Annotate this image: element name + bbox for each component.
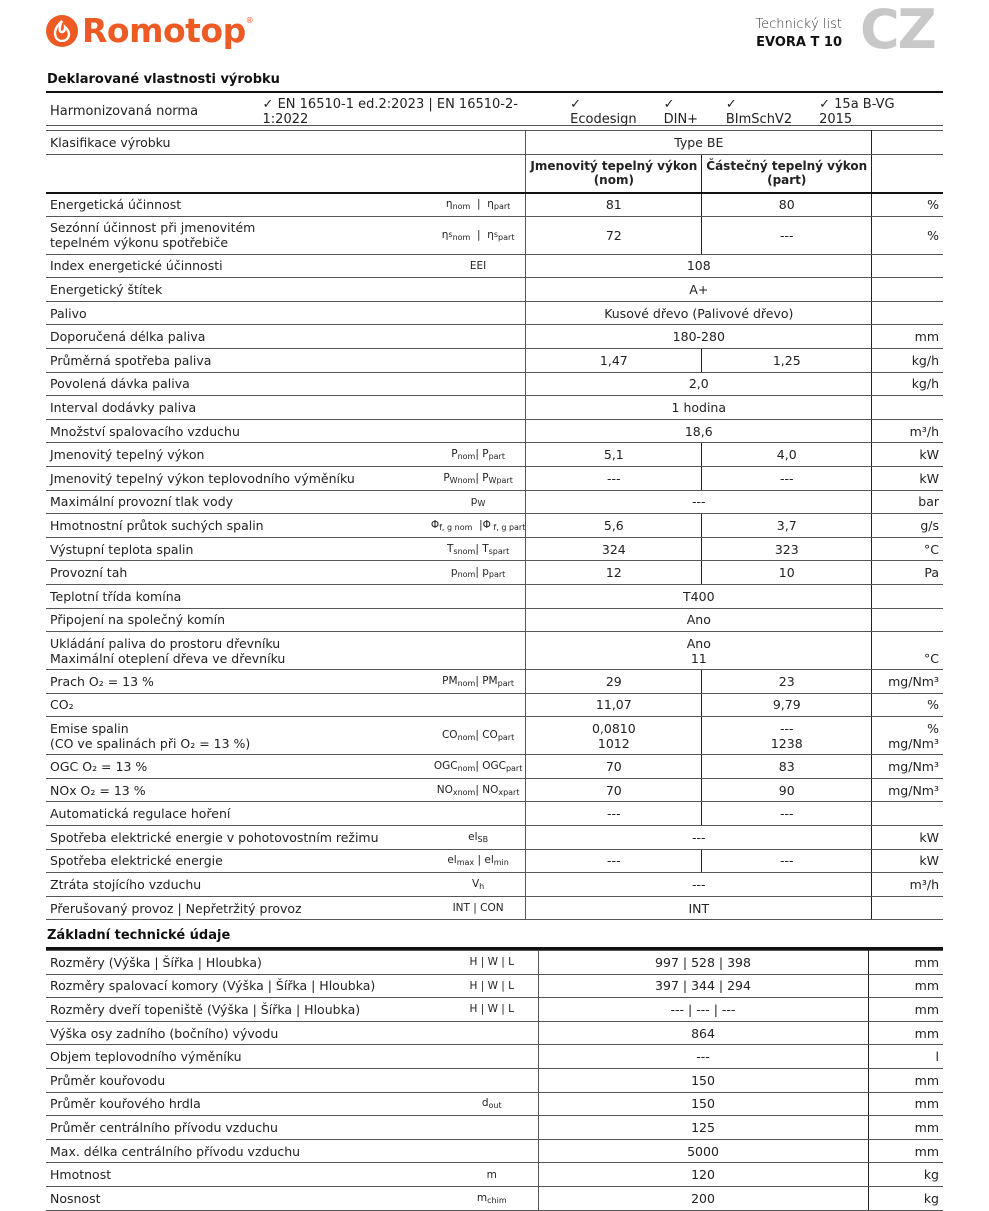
row-symbol xyxy=(431,396,526,420)
row-label: Spotřeba elektrické energie v pohotovostním režimu xyxy=(46,826,431,850)
table-row xyxy=(46,755,943,779)
table-row xyxy=(46,896,943,920)
row-value: INT xyxy=(526,896,872,920)
row-symbol xyxy=(431,278,526,302)
row-unit: % mg/Nm³ xyxy=(872,717,943,755)
row-unit: kW xyxy=(872,826,943,850)
row-label: Ukládání paliva do prostoru dřevníku Maximální oteplení dřeva ve dřevníku xyxy=(46,632,431,670)
row-unit: kg/h xyxy=(872,372,943,396)
row-label: Nosnost xyxy=(46,1186,446,1210)
row-symbol xyxy=(431,693,526,717)
row-value-nom: 72 xyxy=(526,216,702,254)
table-row xyxy=(46,216,943,254)
col-header-nom: Jmenovitý tepelný výkon (nom) xyxy=(526,155,702,193)
row-label: Klasifikace výrobku xyxy=(46,131,431,155)
row-unit: °C xyxy=(872,537,943,561)
row-value-part: 4,0 xyxy=(702,443,872,467)
basic-technical-data-table xyxy=(46,950,943,1211)
row-label: Povolená dávka paliva xyxy=(46,372,431,396)
row-value: --- xyxy=(526,490,872,514)
row-symbol xyxy=(431,301,526,325)
row-value-part: --- 1238 xyxy=(702,717,872,755)
row-symbol: $PM_{nom}|$ $PM_{part}$ xyxy=(431,670,526,694)
row-value-part: 83 xyxy=(702,755,872,779)
row-unit: l xyxy=(868,1045,943,1069)
row-value: 108 xyxy=(526,254,872,278)
table-row xyxy=(46,608,943,632)
row-label: Max. délka centrálního přívodu vzduchu xyxy=(46,1139,446,1163)
row-value: 120 xyxy=(538,1163,868,1187)
row-value: 125 xyxy=(538,1116,868,1140)
table-row xyxy=(46,849,943,873)
row-value: 18,6 xyxy=(526,419,872,443)
row-label: Hmotnostní průtok suchých spalin xyxy=(46,514,431,538)
row-unit xyxy=(872,254,943,278)
row-label: NOx O₂ = 13 % xyxy=(46,778,431,802)
row-label: Množství spalovacího vzduchu xyxy=(46,419,431,443)
table-row xyxy=(46,193,943,217)
row-value: 2,0 xyxy=(526,372,872,396)
row-symbol: H | W | L xyxy=(446,974,538,998)
row-value: 150 xyxy=(538,1092,868,1116)
table-row xyxy=(46,254,943,278)
row-label: Připojení na společný komín xyxy=(46,608,431,632)
row-value: 150 xyxy=(538,1068,868,1092)
table-row xyxy=(46,1163,943,1187)
row-value-part: --- xyxy=(702,466,872,490)
row-label: Maximální provozní tlak vody xyxy=(46,490,431,514)
table-row xyxy=(46,873,943,897)
row-label: Přerušovaný provoz | Nepřetržitý provoz xyxy=(46,896,431,920)
row-symbol: $p_W$ xyxy=(431,490,526,514)
row-value-part: 90 xyxy=(702,778,872,802)
row-value-part: --- xyxy=(702,216,872,254)
flame-icon xyxy=(46,15,78,47)
row-value: 397 | 344 | 294 xyxy=(538,974,868,998)
row-unit: kW xyxy=(872,443,943,467)
table-row xyxy=(46,778,943,802)
row-unit: mm xyxy=(868,1092,943,1116)
row-value-nom: 70 xyxy=(526,778,702,802)
row-symbol: $m_{chim}$ xyxy=(446,1186,538,1210)
row-symbol: $T_{snom}|$ $T_{spart}$ xyxy=(431,537,526,561)
row-unit: mg/Nm³ xyxy=(872,778,943,802)
row-label: Průměr centrálního přívodu vzduchu xyxy=(46,1116,446,1140)
row-unit xyxy=(872,278,943,302)
norm-item: ✓ EN 16510-1 ed.2:2023 | EN 16510-2-1:2022 xyxy=(262,96,518,127)
row-symbol: $V_h$ xyxy=(431,873,526,897)
row-value-nom: 29 xyxy=(526,670,702,694)
table-row xyxy=(46,278,943,302)
table-row xyxy=(46,1139,943,1163)
row-symbol: m xyxy=(446,1163,538,1187)
check-icon: ✓ xyxy=(262,96,274,112)
row-unit: mm xyxy=(868,1116,943,1140)
row-value: 5000 xyxy=(538,1139,868,1163)
row-symbol: $P_{Wnom}|$ $P_{Wpart}$ xyxy=(431,466,526,490)
row-value-nom: 11,07 xyxy=(526,693,702,717)
row-unit: % xyxy=(872,193,943,217)
row-label: Průměrná spotřeba paliva xyxy=(46,348,431,372)
row-label: CO₂ xyxy=(46,693,431,717)
row-unit: mm xyxy=(868,1139,943,1163)
table-row xyxy=(46,1068,943,1092)
row-value: T400 xyxy=(526,584,872,608)
declared-properties-table xyxy=(46,130,943,920)
row-unit: mg/Nm³ xyxy=(872,670,943,694)
norm-item: ✓ 15a B-VG 2015 xyxy=(819,96,895,127)
row-label: OGC O₂ = 13 % xyxy=(46,755,431,779)
doc-type-label: Technický list xyxy=(755,17,842,32)
norms-label: Harmonizovaná norma xyxy=(50,104,199,119)
row-unit: mm xyxy=(868,974,943,998)
table-row xyxy=(46,301,943,325)
table-row xyxy=(46,372,943,396)
col-header-part: Částečný tepelný výkon (part) xyxy=(702,155,872,193)
table-row xyxy=(46,998,943,1022)
row-symbol xyxy=(446,1021,538,1045)
table-row xyxy=(46,951,943,975)
row-unit: mm xyxy=(868,951,943,975)
check-icon: ✓ xyxy=(570,96,582,112)
check-icon: ✓ xyxy=(725,96,737,112)
row-symbol: $\eta_{snom}$ | $\eta_{spart}$ xyxy=(431,216,526,254)
row-symbol: $P_{nom}|$ $P_{part}$ xyxy=(431,443,526,467)
column-header-row xyxy=(46,155,943,193)
row-label: Výška osy zadního (bočního) vývodu xyxy=(46,1021,446,1045)
table-row xyxy=(46,632,943,670)
table-row xyxy=(46,131,943,155)
table-row xyxy=(46,1092,943,1116)
row-label: Výstupní teplota spalin xyxy=(46,537,431,561)
row-symbol xyxy=(431,584,526,608)
harmonized-norms-row xyxy=(46,98,943,126)
row-value-part: 23 xyxy=(702,670,872,694)
row-symbol: $CO_{nom}|$ $CO_{part}$ xyxy=(431,717,526,755)
row-unit: kg xyxy=(868,1163,943,1187)
norm-item: ✓ DIN+ xyxy=(663,96,699,127)
row-unit xyxy=(872,301,943,325)
row-symbol: $\eta_{nom}$ | $\eta_{part}$ xyxy=(431,193,526,217)
row-label: Automatická regulace hoření xyxy=(46,802,431,826)
row-label: Objem teplovodního výměníku xyxy=(46,1045,446,1069)
row-symbol xyxy=(446,1116,538,1140)
classification-value: Type BE xyxy=(526,131,872,155)
table-row xyxy=(46,561,943,585)
row-label: Energetická účinnost xyxy=(46,193,431,217)
brand-name: Romotop xyxy=(82,11,246,50)
row-unit: kW xyxy=(872,466,943,490)
row-label: Průměr kouřového hrdla xyxy=(46,1092,446,1116)
row-symbol xyxy=(431,802,526,826)
row-value-nom: 70 xyxy=(526,755,702,779)
table-row xyxy=(46,1116,943,1140)
row-value-nom: --- xyxy=(526,802,702,826)
row-value: --- xyxy=(526,873,872,897)
row-unit: kg/h xyxy=(872,348,943,372)
table-row xyxy=(46,490,943,514)
row-unit: mm xyxy=(868,998,943,1022)
row-value: A+ xyxy=(526,278,872,302)
row-label: Provozní tah xyxy=(46,561,431,585)
row-symbol xyxy=(431,348,526,372)
row-value: 997 | 528 | 398 xyxy=(538,951,868,975)
row-value: --- xyxy=(526,826,872,850)
row-unit: mm xyxy=(868,1021,943,1045)
row-label: Energetický štítek xyxy=(46,278,431,302)
table-row xyxy=(46,717,943,755)
row-unit xyxy=(872,802,943,826)
row-label: Jmenovitý tepelný výkon teplovodního výměníku xyxy=(46,466,431,490)
row-label: Interval dodávky paliva xyxy=(46,396,431,420)
row-symbol xyxy=(431,325,526,349)
row-symbol: INT | CON xyxy=(431,896,526,920)
row-unit: mm xyxy=(868,1068,943,1092)
row-label: Rozměry spalovací komory (Výška | Šířka | Hloubka) xyxy=(46,974,446,998)
page-header xyxy=(0,0,989,70)
row-label: Emise spalin (CO ve spalinách při O₂ = 13 %) xyxy=(46,717,431,755)
table-row xyxy=(46,466,943,490)
row-symbol xyxy=(431,632,526,670)
row-symbol xyxy=(431,372,526,396)
row-value-nom: 5,1 xyxy=(526,443,702,467)
row-value-part: 10 xyxy=(702,561,872,585)
brand-logo xyxy=(46,11,254,50)
row-value-part: --- xyxy=(702,802,872,826)
check-icon: ✓ xyxy=(819,96,831,112)
row-symbol: $\Phi_{f, g nom}$ |Φ $_{f, g part}$ xyxy=(431,514,526,538)
row-symbol xyxy=(446,1139,538,1163)
row-label: Hmotnost xyxy=(46,1163,446,1187)
row-value-nom: 81 xyxy=(526,193,702,217)
row-value-nom: --- xyxy=(526,466,702,490)
row-symbol: $el_{SB}$ xyxy=(431,826,526,850)
table-row xyxy=(46,325,943,349)
row-value-part: 80 xyxy=(702,193,872,217)
table-row xyxy=(46,419,943,443)
row-unit: m³/h xyxy=(872,873,943,897)
row-label: Průměr kouřovodu xyxy=(46,1068,446,1092)
check-icon: ✓ xyxy=(663,96,675,112)
row-label: Rozměry (Výška | Šířka | Hloubka) xyxy=(46,951,446,975)
row-value-part: 9,79 xyxy=(702,693,872,717)
row-value: Kusové dřevo (Palivové dřevo) xyxy=(526,301,872,325)
row-symbol: $NO_{xnom}|$ $NO_{xpart}$ xyxy=(431,778,526,802)
row-value: 200 xyxy=(538,1186,868,1210)
row-label: Rozměry dveří topeniště (Výška | Šířka | Hloubka) xyxy=(46,998,446,1022)
section-title-declared: Deklarované vlastnosti výrobku xyxy=(47,72,280,87)
row-value-part: 323 xyxy=(702,537,872,561)
row-unit: kg xyxy=(868,1186,943,1210)
row-value-nom: 1,47 xyxy=(526,348,702,372)
table-row xyxy=(46,802,943,826)
table-row xyxy=(46,1186,943,1210)
row-symbol xyxy=(431,608,526,632)
row-label: Palivo xyxy=(46,301,431,325)
table-row xyxy=(46,1045,943,1069)
language-code: CZ xyxy=(860,0,935,61)
row-value-nom: 5,6 xyxy=(526,514,702,538)
row-label: Jmenovitý tepelný výkon xyxy=(46,443,431,467)
row-label: Sezónní účinnost při jmenovitém tepelném výkonu spotřebiče xyxy=(46,216,431,254)
row-value: Ano 11 xyxy=(526,632,872,670)
row-unit: g/s xyxy=(872,514,943,538)
row-symbol: $OGC_{nom}|$ $OGC_{part}$ xyxy=(431,755,526,779)
table-row xyxy=(46,670,943,694)
row-symbol: $p_{nom}|$ $p_{part}$ xyxy=(431,561,526,585)
row-symbol: $d_{out}$ xyxy=(446,1092,538,1116)
row-label: Ztráta stojícího vzduchu xyxy=(46,873,431,897)
row-unit: Pa xyxy=(872,561,943,585)
row-unit xyxy=(872,608,943,632)
row-symbol: $el_{max}$ | $el_{min}$ xyxy=(431,849,526,873)
row-symbol: EEI xyxy=(431,254,526,278)
section-title-basic: Základní technické údaje xyxy=(47,928,231,943)
row-value: Ano xyxy=(526,608,872,632)
row-unit: °C xyxy=(872,632,943,670)
row-unit: % xyxy=(872,216,943,254)
row-unit: mm xyxy=(872,325,943,349)
table-row xyxy=(46,826,943,850)
section-rule xyxy=(46,91,943,93)
row-value-part: --- xyxy=(702,849,872,873)
norm-item: ✓ BImSchV2 xyxy=(725,96,793,127)
row-value-nom: 0,0810 1012 xyxy=(526,717,702,755)
row-symbol xyxy=(446,1068,538,1092)
registered-mark: ® xyxy=(245,16,254,25)
table-row xyxy=(46,514,943,538)
norm-item: ✓ Ecodesign xyxy=(570,96,637,127)
table-row xyxy=(46,537,943,561)
row-unit xyxy=(872,896,943,920)
row-unit: kW xyxy=(872,849,943,873)
row-value-nom: --- xyxy=(526,849,702,873)
model-name: EVORA T 10 xyxy=(756,35,842,50)
row-unit: % xyxy=(872,693,943,717)
row-value-nom: 12 xyxy=(526,561,702,585)
row-label: Index energetické účinnosti xyxy=(46,254,431,278)
row-label: Spotřeba elektrické energie xyxy=(46,849,431,873)
table-row xyxy=(46,348,943,372)
row-value-part: 1,25 xyxy=(702,348,872,372)
document-type xyxy=(755,16,842,52)
row-label: Teplotní třída komína xyxy=(46,584,431,608)
row-value: 180-280 xyxy=(526,325,872,349)
row-label: Doporučená délka paliva xyxy=(46,325,431,349)
row-label: Prach O₂ = 13 % xyxy=(46,670,431,694)
table-row xyxy=(46,396,943,420)
table-row xyxy=(46,443,943,467)
row-value: --- xyxy=(538,1045,868,1069)
row-value: --- | --- | --- xyxy=(538,998,868,1022)
row-unit: m³/h xyxy=(872,419,943,443)
table-row xyxy=(46,584,943,608)
row-symbol xyxy=(446,1045,538,1069)
row-value-nom: 324 xyxy=(526,537,702,561)
row-value: 864 xyxy=(538,1021,868,1045)
row-unit xyxy=(872,584,943,608)
row-unit xyxy=(872,396,943,420)
table-row xyxy=(46,1021,943,1045)
row-unit: mg/Nm³ xyxy=(872,755,943,779)
row-symbol: H | W | L xyxy=(446,951,538,975)
row-symbol: H | W | L xyxy=(446,998,538,1022)
row-symbol xyxy=(431,419,526,443)
table-row xyxy=(46,693,943,717)
row-unit: bar xyxy=(872,490,943,514)
row-value: 1 hodina xyxy=(526,396,872,420)
table-row xyxy=(46,974,943,998)
row-value-part: 3,7 xyxy=(702,514,872,538)
